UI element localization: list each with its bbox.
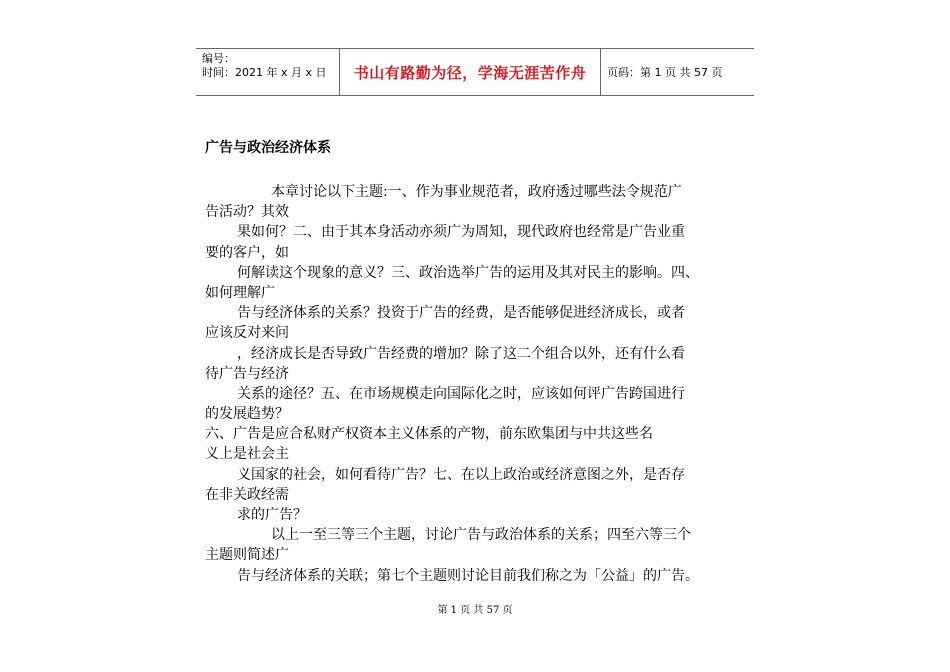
header-meta (196, 49, 339, 95)
body-line: 何解读这个现象的意义？三、政治选举广告的运用及其对民主的影响。四、 (237, 264, 699, 281)
document-time-label: 时间：2021 年 x 月 x 日 (202, 66, 327, 79)
body-line: 要的客户，如 (205, 244, 289, 261)
body-line: 果如何？二、由于其本身活动亦须广为周知，现代政府也经常是广告业重 (237, 224, 685, 241)
document-body (205, 182, 765, 586)
body-line: 告与经济体系的关系？投资于广告的经费，是否能够促进经济成长，或者 (237, 305, 685, 322)
body-line: 义上是社会主 (205, 446, 289, 463)
header-page-info: 页码：第 1 页 共 57 页 (607, 66, 723, 79)
body-line: 六、广告是应合私财产权资本主义体系的产物，前东欧集团与中共这些名 (205, 426, 653, 443)
body-line: 本章讨论以下主题:一、作为事业规范者，政府透过哪些法令规范广 (271, 184, 682, 200)
body-line: 求的广告？ (237, 507, 307, 523)
header-motto: 书山有路勤为径，学海无涯苦作舟 (339, 49, 601, 95)
body-line: 如何理解广 (205, 284, 275, 301)
body-line: 关系的途径？五、在市场规模走向国际化之时，应该如何评广告跨国进行 (237, 385, 685, 402)
body-line: 告活动？其效 (205, 204, 289, 221)
document-number-label: 编号： (202, 52, 235, 65)
body-line: 在非关政经需 (205, 486, 289, 503)
body-line: 应该反对来问 (205, 325, 289, 342)
body-line: 主题则简述广 (205, 547, 289, 564)
body-line: 义国家的社会，如何看待广告？七、在以上政治或经济意图之外，是否存 (237, 466, 685, 483)
document-title: 广告与政治经济体系 (205, 140, 331, 156)
body-line: 以上一至三等三个主题，讨论广告与政治体系的关系；四至六等三个 (271, 527, 691, 544)
body-line: ，经济成长是否导致广告经费的增加？除了这二个组合以外，还有什么看 (237, 345, 685, 362)
body-line: 告与经济体系的关联；第七个主题则讨论目前我们称之为「公益」的广告。 (237, 567, 699, 584)
page-header (196, 48, 754, 96)
body-line: 的发展趋势？ (205, 406, 289, 423)
body-line: 待广告与经济 (205, 365, 289, 382)
page-footer: 第 1 页 共 57 页 (437, 605, 513, 616)
